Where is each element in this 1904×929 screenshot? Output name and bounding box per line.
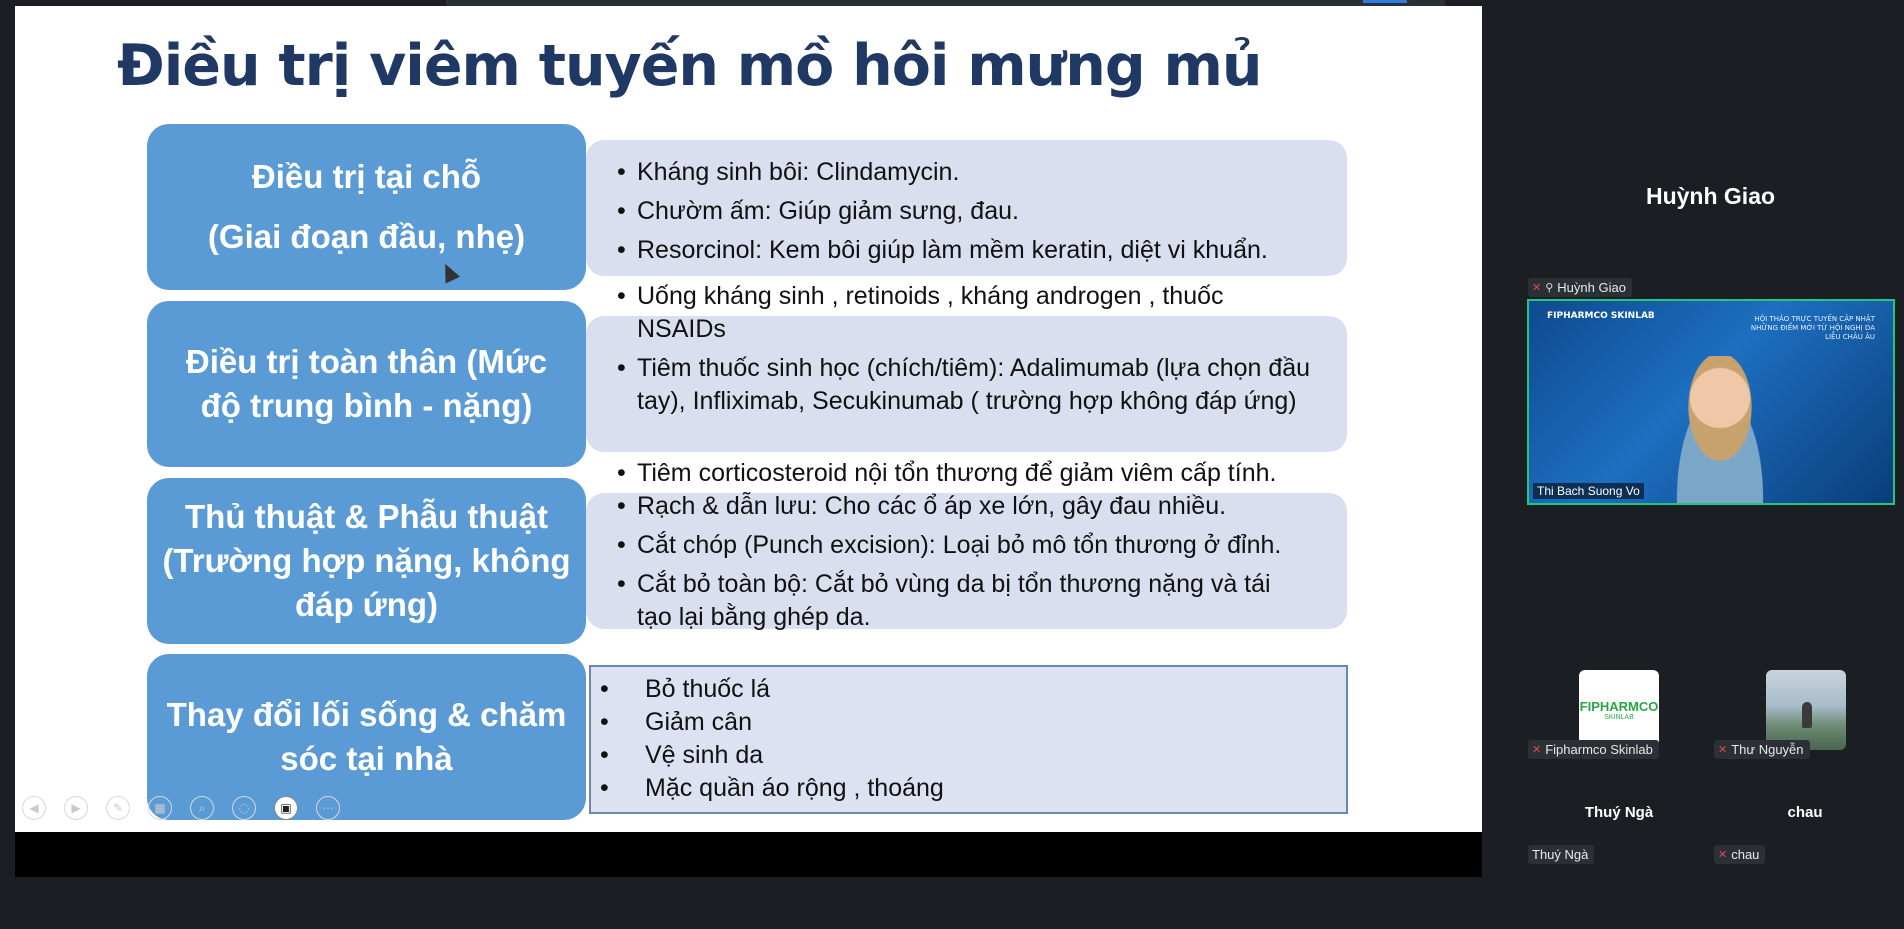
zoom-icon[interactable]: ⌕ xyxy=(190,796,214,820)
mic-muted-icon: ✕ xyxy=(1532,744,1542,756)
pin-icon: ⚲ xyxy=(1545,282,1554,294)
bullet: • Tiêm corticosteroid nội tổn thương để giảm viêm cấp tính. xyxy=(617,457,1337,490)
participant-name-thuy-nga[interactable]: Thuý Ngà xyxy=(1584,804,1654,821)
row-1-heading-line-2: (Giai đoạn đầu, nhẹ) xyxy=(207,218,526,255)
participant-tile-thu-nguyen[interactable] xyxy=(1766,670,1846,750)
slide-title: Điều trị viêm tuyến mồ hôi mưng mủ xyxy=(117,33,1262,99)
active-speaker-video[interactable] xyxy=(1527,299,1895,505)
bullet: • Kháng sinh bôi: Clindamycin. xyxy=(617,153,1337,192)
mic-muted-icon: ✕ xyxy=(1532,282,1542,294)
participant-tag-chau xyxy=(1714,845,1765,864)
row-3-heading-line-3: đáp ứng) xyxy=(294,586,439,623)
camera-icon[interactable]: ▣ xyxy=(274,796,298,820)
video-banner-right: HỘI THẢO TRỰC TUYẾN CẬP NHẬT NHỮNG ĐIỂM MỚI TỪ HỘI NGHỊ DA LIỄU CHÂU ÂU xyxy=(1750,315,1875,341)
row-2-heading-line-2: độ trung bình - nặng) xyxy=(200,387,533,424)
participant-name-chau[interactable]: chau xyxy=(1787,804,1823,821)
top-bar-accent xyxy=(1363,0,1407,3)
row-4-heading-line-2: sóc tại nhà xyxy=(280,740,453,777)
prev-icon[interactable]: ◀ xyxy=(22,796,46,820)
main-tile-tag xyxy=(1528,278,1632,297)
bullet: • Cắt chóp (Punch excision): Loại bỏ mô tổn thương ở đỉnh. xyxy=(617,529,1337,562)
participant-tag-fipharmco xyxy=(1528,740,1659,759)
fipharmco-logo-sub: SKINLAB xyxy=(1604,714,1634,721)
slide-bottom-strip xyxy=(15,832,1482,877)
photo-figure xyxy=(1802,702,1812,728)
row-2-heading xyxy=(147,301,586,467)
row-1-heading xyxy=(147,124,586,290)
next-icon[interactable]: ▶ xyxy=(64,796,88,820)
row-3-bullets xyxy=(617,457,1337,634)
grid-icon[interactable]: ▦ xyxy=(148,796,172,820)
participant-tile-fipharmco[interactable] xyxy=(1579,670,1659,750)
bullet: • Uống kháng sinh , retinoids , kháng androgen , thuốc NSAIDs xyxy=(617,280,1237,346)
bullet: • Giảm cân xyxy=(600,706,1300,739)
speaker-figure xyxy=(1662,356,1778,505)
participant-tag-label: Thư Nguyễn xyxy=(1731,742,1804,757)
mic-muted-icon: ✕ xyxy=(1718,849,1728,861)
mic-muted-icon: ✕ xyxy=(1718,744,1728,756)
row-3-heading xyxy=(147,478,586,644)
bullet: • Bỏ thuốc lá xyxy=(600,673,1300,706)
bullet: • Resorcinol: Kem bôi giúp làm mềm keratin, diệt vi khuẩn. xyxy=(617,231,1337,270)
participant-tag-label: Fipharmco Skinlab xyxy=(1545,742,1653,757)
bullet: • Tiêm thuốc sinh học (chích/tiêm): Adalimumab (lựa chọn đầu tay), Infliximab, Secukinumab ( trường hợp không đáp ứng) xyxy=(617,352,1327,418)
pen-icon[interactable]: ✎ xyxy=(106,796,130,820)
participant-tag-thu-nguyen xyxy=(1714,740,1810,759)
video-banner-left: FIPHARMCO SKINLAB xyxy=(1547,311,1655,321)
bullet: • Cắt bỏ toàn bộ: Cắt bỏ vùng da bị tổn thương nặng và tái tạo lại bằng ghép da. xyxy=(617,568,1297,634)
slide-toolbar xyxy=(22,796,340,820)
active-speaker-name: Huỳnh Giao xyxy=(1645,183,1776,209)
bullet: • Rạch & dẫn lưu: Cho các ổ áp xe lớn, gây đau nhiều. xyxy=(617,490,1337,523)
laser-icon[interactable]: ◌ xyxy=(232,796,256,820)
main-tile-tag-label: Huỳnh Giao xyxy=(1557,280,1626,295)
row-3-heading-line-1: Thủ thuật & Phẫu thuật xyxy=(185,498,548,535)
row-1-heading-line-1: Điều trị tại chỗ xyxy=(251,158,482,195)
fipharmco-logo-text: FIPHARMCO xyxy=(1579,699,1659,714)
participant-tag-thuy-nga xyxy=(1528,845,1594,864)
row-4-bullets xyxy=(600,673,1300,805)
row-4-heading-line-1: Thay đổi lối sống & chăm xyxy=(166,696,567,733)
bullet: • Mặc quần áo rộng , thoáng xyxy=(600,772,1300,805)
row-3-heading-line-2: (Trường hợp nặng, không xyxy=(162,542,571,579)
bullet: • Vệ sinh da xyxy=(600,739,1300,772)
bullet: • Chườm ấm: Giúp giảm sưng, đau. xyxy=(617,192,1337,231)
participant-tag-label: chau xyxy=(1731,847,1760,862)
more-icon[interactable]: ⋯ xyxy=(316,796,340,820)
row-1-bullets xyxy=(617,153,1337,270)
participant-tag-label: Thuý Ngà xyxy=(1532,847,1589,862)
row-2-bullets xyxy=(617,280,1317,418)
video-name-label: Thi Bach Suong Vo xyxy=(1533,483,1644,499)
row-2-heading-line-1: Điều trị toàn thân (Mức xyxy=(185,343,548,380)
